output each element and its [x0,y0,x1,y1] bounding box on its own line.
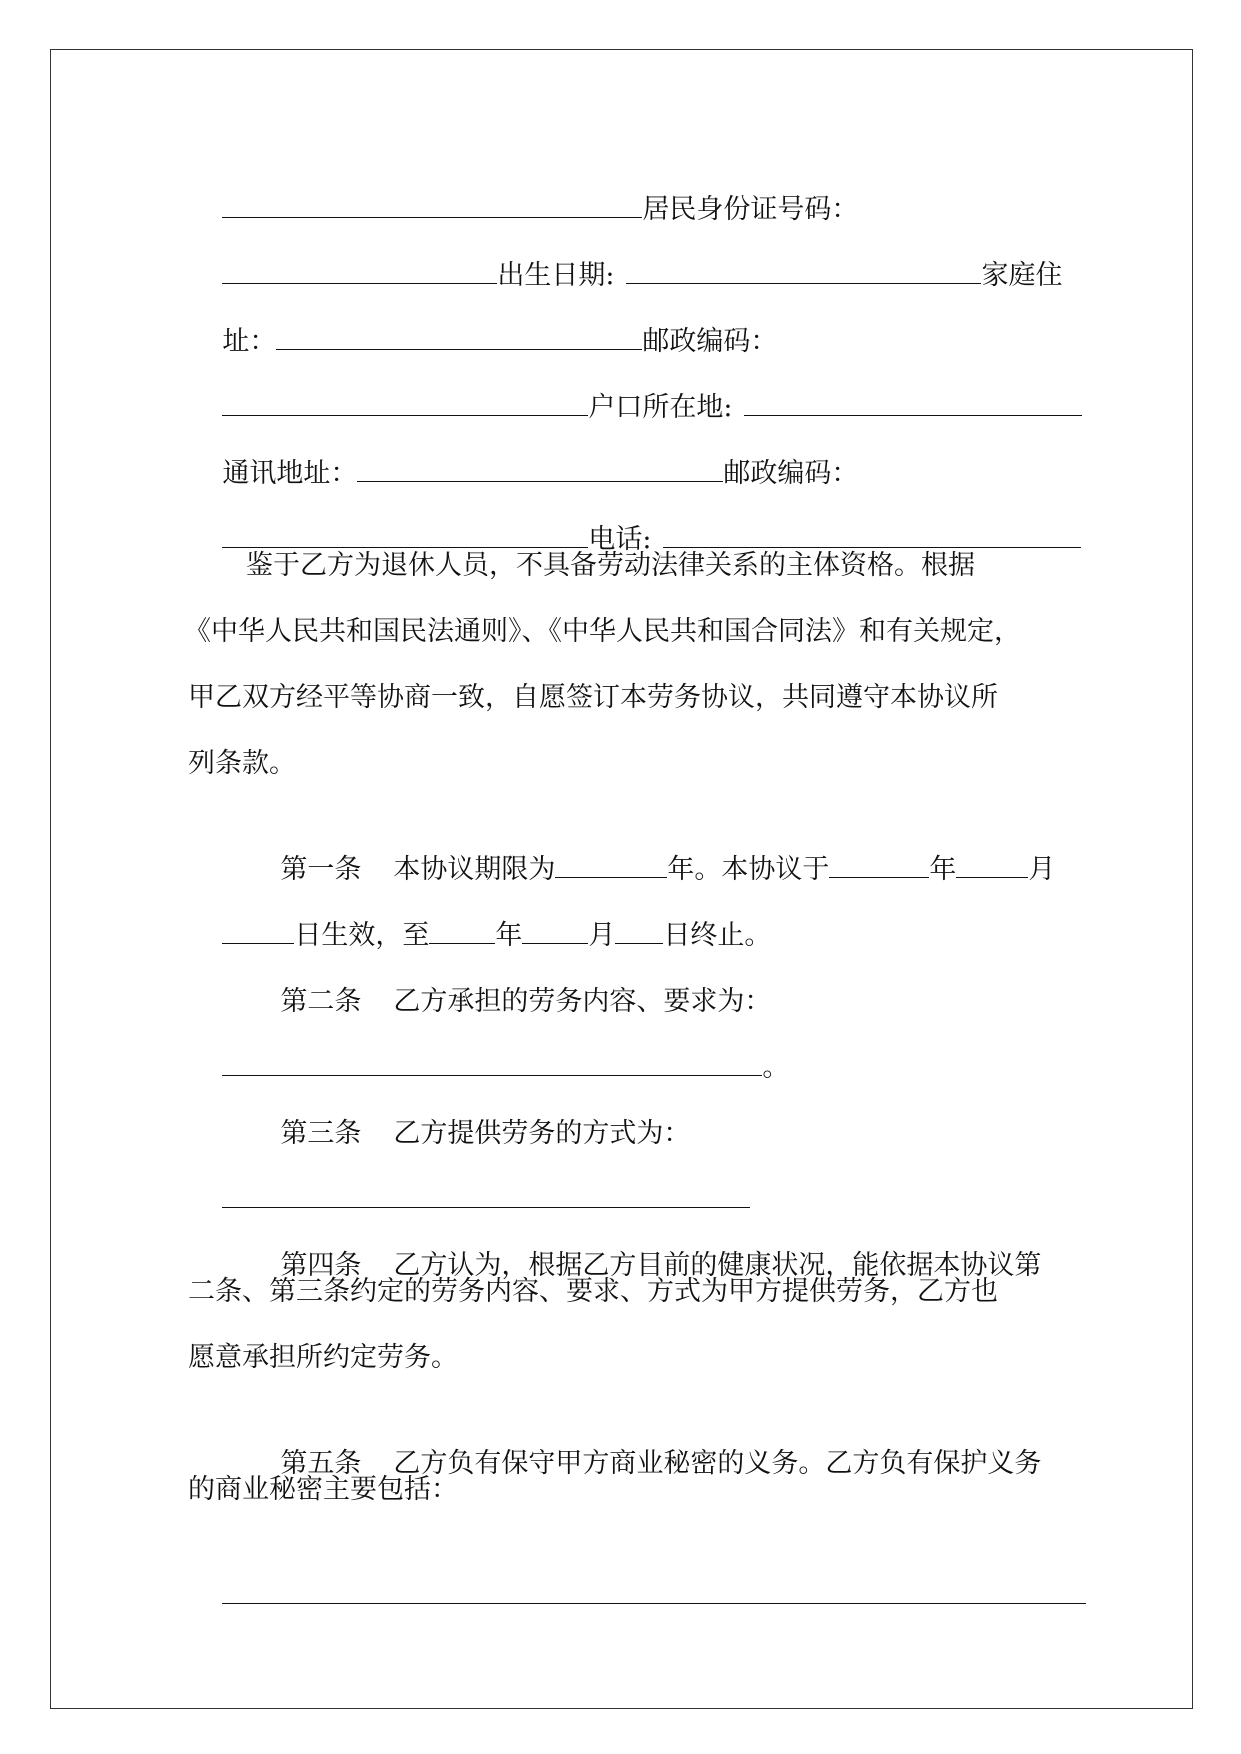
blank-field[interactable] [276,325,642,350]
article-4-line-3: 愿意承担所约定劳务。 [188,1342,458,1373]
article-1-line-2 [188,876,772,951]
article-2-line-1 [246,942,772,1017]
blank-field[interactable] [522,919,588,944]
blank-field[interactable] [829,853,929,878]
home-address-label-part1: 家庭住 [981,260,1063,291]
blank-field[interactable] [429,919,495,944]
article-5-line-1 [246,1404,1042,1479]
article-3-heading: 第三条 [280,1118,362,1149]
blank-field[interactable] [626,259,981,284]
blank-field[interactable] [222,523,588,548]
blank-field[interactable] [222,919,294,944]
article-1-text: 日生效，至 [294,920,430,951]
id-number-label: 居民身份证号码： [642,194,859,225]
article-4-line-1 [246,1206,1042,1281]
article-3-line-2 [188,1140,750,1180]
home-address-label-part2: 址： [222,326,277,357]
preamble-line-2: 《中华人民共和国民法通则》、《中华人民共和国合同法》和有关规定， [184,616,1021,647]
id-number-line [188,150,859,225]
article-1-text: 年 [495,920,523,951]
preamble-line-4: 列条款。 [188,748,296,779]
mailing-address-line [188,414,859,489]
article-5-line-2: 的商业秘密主要包括： [188,1474,458,1505]
article-1-text: 日终止。 [663,920,772,951]
article-4-line-2: 二条、第三条约定的劳务内容、要求、方式为甲方提供劳务，乙方也 [188,1276,998,1307]
article-1-text: 本协议期限为 [393,854,556,885]
article-1-text: 年。本协议于 [667,854,830,885]
blank-field[interactable] [222,259,497,284]
postcode-label: 邮政编码： [642,326,778,357]
article-4-text: 乙方认为，根据乙方目前的健康状况，能依据本协议第 [393,1250,1042,1281]
article-5-text: 乙方负有保守甲方商业秘密的义务。乙方负有保护义务 [393,1448,1042,1479]
article-1-line-1 [246,810,1056,885]
article-1-heading: 第一条 [280,854,362,885]
article-3-text: 乙方提供劳务的方式为： [393,1118,691,1149]
article-5-line-3 [188,1536,1086,1576]
blank-field[interactable] [956,853,1028,878]
blank-field[interactable] [615,919,663,944]
phone-label: 电话: [588,524,652,555]
blank-field[interactable] [222,1051,762,1076]
preamble-line-1: 鉴于乙方为退休人员，不具备劳动法律关系的主体资格。根据 [246,550,975,581]
home-address-line [188,282,778,357]
article-2-line-2 [188,1008,790,1083]
birth-date-line [188,216,1063,291]
birth-date-label: 出生日期: [497,260,615,291]
blank-field[interactable] [222,193,642,218]
blank-field[interactable] [222,391,588,416]
article-2-heading: 第二条 [280,986,362,1017]
article-5-heading: 第五条 [280,1448,362,1479]
article-1-text: 月 [1028,854,1056,885]
blank-field[interactable] [744,391,1082,416]
blank-field[interactable] [222,1579,1086,1604]
blank-field[interactable] [555,853,667,878]
blank-field[interactable] [357,457,723,482]
hukou-line [188,348,1082,423]
phone-line [188,480,1081,555]
blank-field[interactable] [663,523,1081,548]
mailing-address-label: 通讯地址： [222,458,358,489]
article-1-text: 年 [929,854,957,885]
postcode-label: 邮政编码： [723,458,859,489]
article-2-end: 。 [762,1052,790,1083]
article-3-line-1 [246,1074,691,1149]
blank-field[interactable] [222,1183,750,1208]
hukou-label: 户口所在地: [588,392,733,423]
article-1-text: 月 [588,920,616,951]
preamble-line-3: 甲乙双方经平等协商一致，自愿签订本劳务协议，共同遵守本协议所 [188,682,998,713]
article-4-heading: 第四条 [280,1250,362,1281]
article-2-text: 乙方承担的劳务内容、要求为： [393,986,772,1017]
